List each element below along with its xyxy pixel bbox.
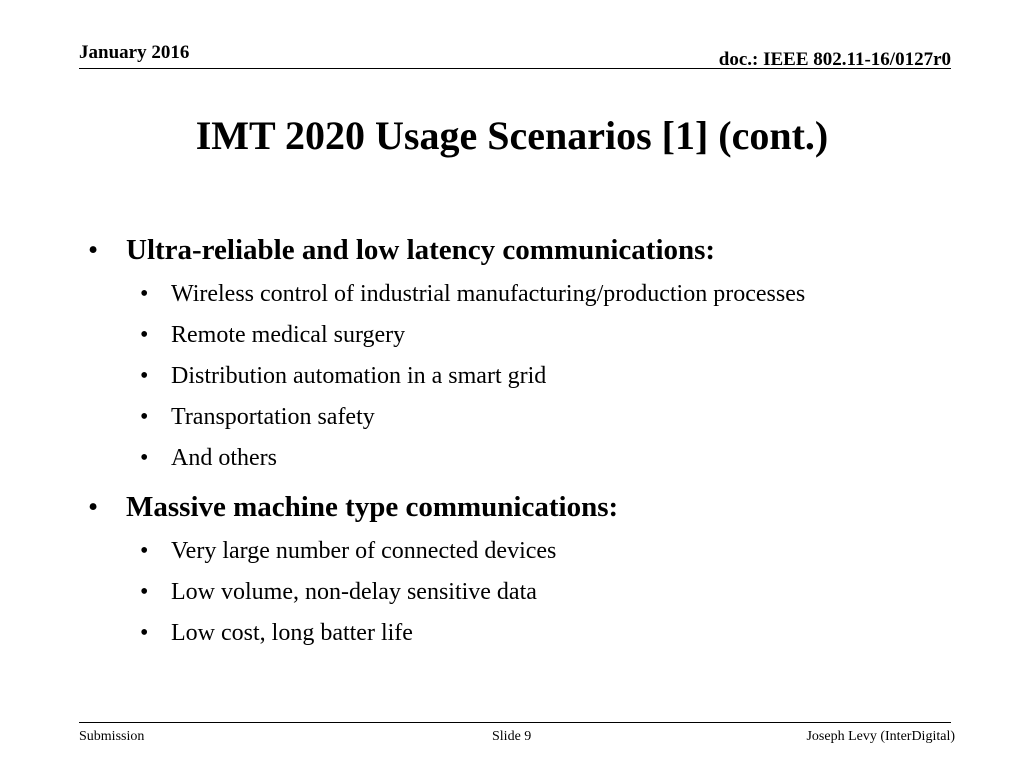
list-item: • Transportation safety	[88, 397, 968, 438]
bullet-heading-text: Ultra-reliable and low latency communications:	[126, 234, 716, 266]
bullet-icon: •	[140, 579, 149, 605]
list-item: • Distribution automation in a smart grid	[88, 356, 968, 397]
footer-divider	[79, 722, 951, 723]
slide-body	[88, 232, 968, 664]
bullet-heading-text: Massive machine type communications:	[126, 491, 619, 523]
bullet-icon: •	[88, 234, 99, 266]
footer-slide-number: Slide 9	[492, 729, 532, 744]
bullet-icon: •	[88, 491, 99, 523]
header-divider	[79, 68, 951, 69]
bullet-icon: •	[140, 322, 149, 348]
bullet-icon: •	[140, 404, 149, 430]
bullet-icon: •	[140, 620, 149, 646]
bullet-icon: •	[140, 363, 149, 389]
bullet-heading	[88, 489, 968, 525]
list-item: • Very large number of connected devices	[88, 531, 968, 572]
list-item: • Low volume, non-delay sensitive data	[88, 572, 968, 613]
footer-author: Joseph Levy (InterDigital)	[806, 729, 955, 744]
section-urllc	[88, 232, 968, 479]
bullet-heading	[88, 232, 968, 268]
sub-bullet-list	[88, 274, 968, 479]
bullet-icon: •	[140, 538, 149, 564]
list-item: • Remote medical surgery	[88, 315, 968, 356]
list-item: • Wireless control of industrial manufacturing/production processes	[88, 274, 968, 315]
list-item: • Low cost, long batter life	[88, 613, 968, 654]
bullet-icon: •	[140, 281, 149, 307]
list-item: • And others	[88, 438, 968, 479]
sub-bullet-list	[88, 531, 968, 654]
section-mmtc	[88, 489, 968, 654]
bullet-icon: •	[140, 445, 149, 471]
header-date: January 2016	[79, 42, 190, 63]
slide-title: IMT 2020 Usage Scenarios [1] (cont.)	[195, 113, 829, 158]
footer-submission: Submission	[79, 729, 145, 744]
header-doc-id: doc.: IEEE 802.11-16/0127r0	[718, 49, 951, 70]
